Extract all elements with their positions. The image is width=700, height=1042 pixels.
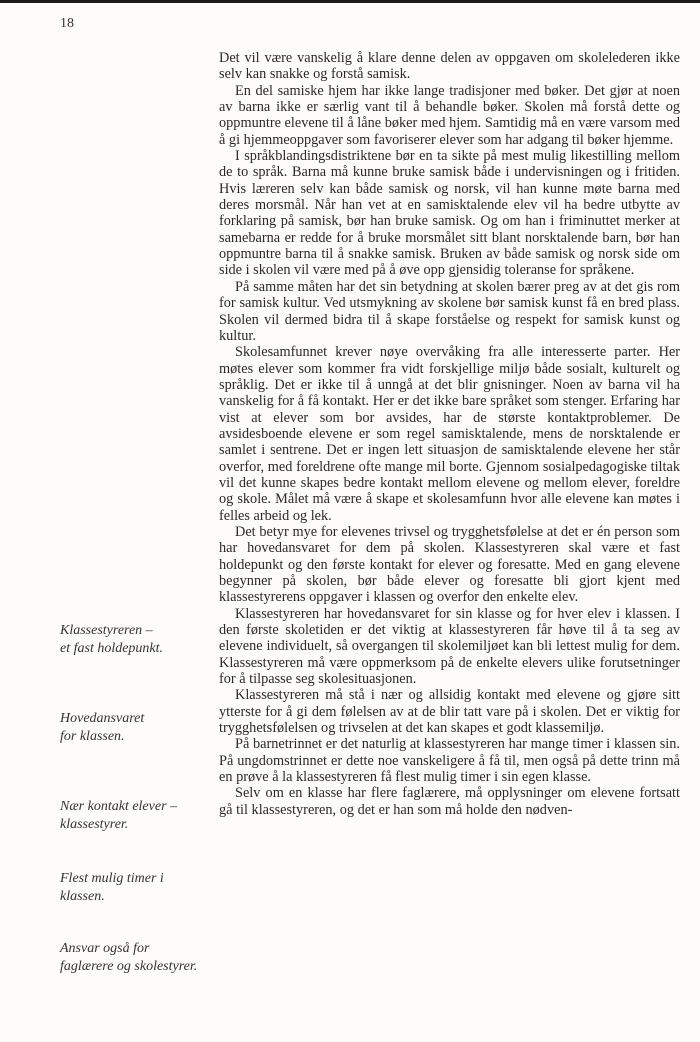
paragraph: På samme måten har det sin betydning at skolen bærer preg av at det gis rom for samisk kultur. Ved utsmykning av skolene bør samisk kunst få en bred plass. Skolen vil dermed bidra til å skape forståelse og respekt for samisk kunst og kultur. — [219, 278, 680, 344]
margin-note-line: Nær kontakt elever – — [60, 799, 178, 814]
paragraph: I språkblandingsdistriktene bør en ta sikte på mest mulig likestilling mellom de to språk. Barna må kunne bruke samisk både i undervisningen og i fritiden. Hvis læreren selv kan både samisk og norsk, vil han kunne møte barna med deres morsmål. Når han vet at en samisktalende elev vil ha bedre utbytte av forklaring på samisk, bør han bruke samisk. Og om han i friminuttet merker at samebarna er redde for å bruke morsmålet sitt blant norsktalende barn, bør han oppmuntre barna til å snakke samisk. Bruken av både samisk og norsk side om side i skolen vil være med på å øve opp gjensidig toleranse for språkene. — [219, 148, 680, 279]
top-rule — [0, 0, 700, 3]
paragraph: Skolesamfunnet krever nøye overvåking fra alle interesserte parter. Her møtes elever som kommer fra vidt forskjellige miljø både sosialt, kulturelt og språklig. Det er ikke til å unngå at det blir gnisninger. Noen av barna vil ha vanskelig for å få kontakt. Her er det ikke bare språket som stenger. Erfaring har vist at elever som bor avsides, har de største kontaktproblemer. De avsidesboende elevene er som regel samisktalende, mens de norsktalende er samlet i sentrene. Det er ingen lett situasjon de samisktalende elevene her står overfor, med foreldrene ofte mange mil borte. Gjennom sosialpedagogiske tiltak vil det kunne skapes bedre kontakt mellom elevene og mellom elever, foreldre og skole. Målet må være å skape et skolesamfunn hvor alle elevene kan møtes i felles arbeid og lek. — [219, 344, 680, 524]
margin-note-line: Flest mulig timer i — [60, 871, 164, 886]
paragraph: Selv om en klasse har flere faglærere, må opplysninger om elevene fortsatt gå til klassestyreren, og det er han som må holde den nødven- — [219, 785, 680, 818]
paragraph: Klassestyreren må stå i nær og allsidig kontakt med elevene og gjøre sitt ytterste for å gi dem følelsen av at de blir tatt vare på i skolen. Det er viktig for trygghetsfølelsen og trivselen at det kan skapes et godt klassemiljø. — [219, 687, 680, 737]
paragraph: Det vil være vanskelig å klare denne delen av oppgaven om skolelederen ikke selv kan snakke og forstå samisk. — [219, 50, 680, 83]
margin-note — [60, 798, 210, 834]
margin-note-line: klassen. — [60, 889, 105, 904]
margin-note-line: klassestyrer. — [60, 817, 129, 832]
margin-note-line: faglærere og skolestyrer. — [60, 959, 198, 974]
margin-note — [60, 710, 210, 746]
paragraph: Det betyr mye for elevenes trivsel og trygghetsfølelse at det er én person som har hovedansvaret for dem på skolen. Klassestyreren skal være et fast holdepunkt og den første kontakt for elever og foresatte. Med en gang elevene begynner på skolen, bør både elever og foresatte bli gjort kjent med klassestyrerens oppgaver i klassen og overfor den enkelte elev. — [219, 523, 680, 606]
paragraph: På barnetrinnet er det naturlig at klassestyreren har mange timer i klassen sin. På ungdomstrinnet er dette noe vanskeligere å få til, men også på dette trinn må en prøve å la klassestyreren få flest mulig timer i sin egen klasse. — [219, 736, 680, 786]
margin-note-line: Ansvar også for — [60, 941, 150, 956]
margin-note — [60, 622, 210, 658]
margin-note — [60, 870, 210, 906]
page-number: 18 — [60, 16, 74, 31]
paragraph: En del samiske hjem har ikke lange tradisjoner med bøker. Det gjør at noen av barna ikke er særlig vant til å behandle bøker. Skolen må forstå dette og oppmuntre elevene til å låne bøker med hjem. Samtidig må en være varsom med å gi hjemmeoppgaver som favoriserer elever som har adgang til bøker hjemme. — [219, 82, 680, 148]
margin-note-line: for klassen. — [60, 729, 125, 744]
margin-note — [60, 940, 210, 976]
margin-note-line: et fast holdepunkt. — [60, 641, 164, 656]
body-text — [219, 50, 680, 818]
margin-note-line: Klassestyreren – — [60, 623, 153, 638]
margin-note-line: Hovedansvaret — [60, 711, 145, 726]
paragraph: Klassestyreren har hovedansvaret for sin klasse og for hver elev i klassen. I den første skoletiden er det viktig at klassestyreren får høve til å ta seg av elevene individuelt, så overgangen til skolemiljøet kan bli lettest mulig for dem. Klassestyreren må være oppmerksom på de enkelte elevers ulike forutsetninger for å tilpasse seg skolesituasjonen. — [219, 605, 680, 688]
